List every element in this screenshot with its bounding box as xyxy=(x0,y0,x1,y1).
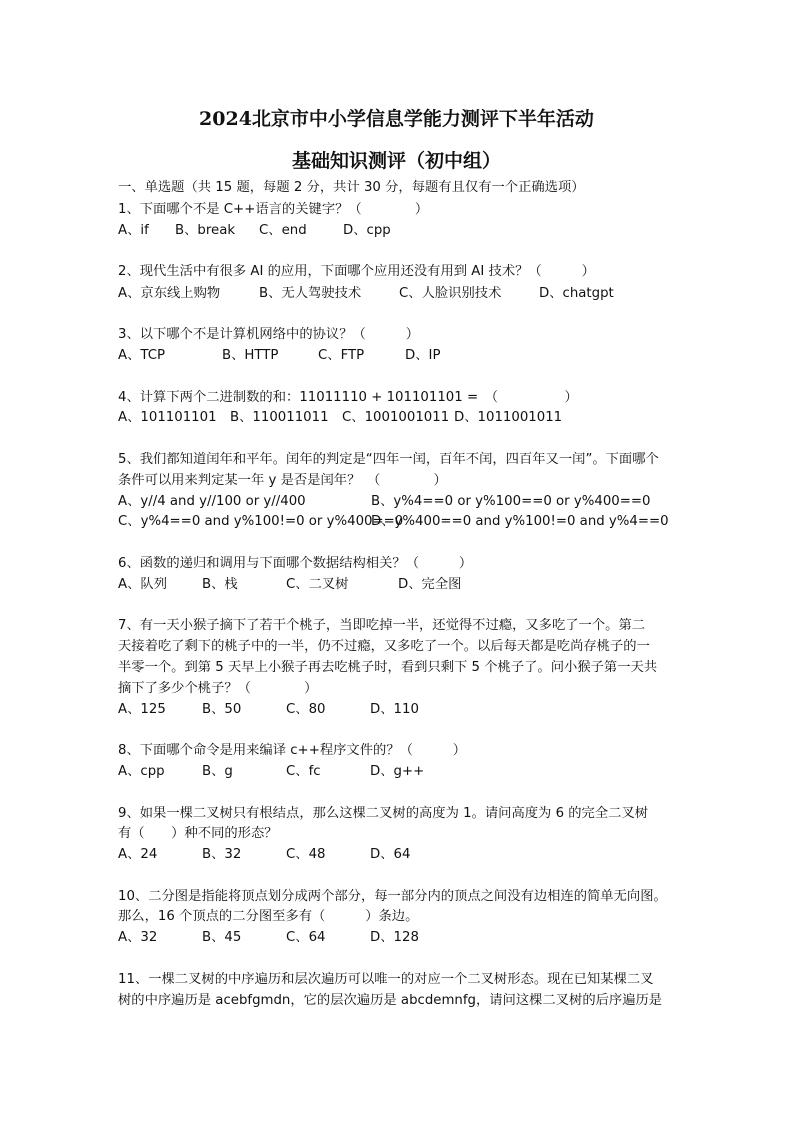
question-10-text-cont: 那么，16 个顶点的二分图至多有（ ）条边。 xyxy=(118,909,419,924)
option-c: C、1001001011 xyxy=(342,410,450,425)
option-b: B、栈 xyxy=(202,577,238,592)
option-a: A、32 xyxy=(118,930,158,945)
option-a: A、TCP xyxy=(118,348,166,363)
option-b: B、y%4==0 or y%100==0 or y%400==0 xyxy=(371,494,651,509)
option-b: B、45 xyxy=(202,930,242,945)
section-heading: 一、单选题（共 15 题，每题 2 分，共计 30 分，每题有且仅有一个正确选项） xyxy=(118,180,585,195)
option-a: A、y//4 and y//100 or y//400 xyxy=(118,494,306,509)
option-d: D、128 xyxy=(370,930,419,945)
option-c: C、64 xyxy=(286,930,326,945)
option-b: B、break xyxy=(175,223,236,238)
question-8-text: 8、下面哪个命令是用来编译 c++程序文件的？（ ） xyxy=(118,743,467,758)
question-5-text: 5、我们都知道闰年和平年。闰年的判定是“四年一闰，百年不闰，四百年又一闰”。下面哪个 xyxy=(118,452,659,467)
option-b: B、g xyxy=(202,764,233,779)
question-10-text: 10、二分图是指能将顶点划分成两个部分，每一部分内的顶点之间没有边相连的简单无向图。 xyxy=(118,889,667,904)
option-a: A、101101101 xyxy=(118,410,217,425)
question-11-text-cont: 树的中序遍历是 acebfgmdn，它的层次遍历是 abcdemnfg，请问这棵二叉树的后序遍历是 xyxy=(118,993,663,1008)
question-2-text: 2、现代生活中有很多 AI 的应用，下面哪个应用还没有用到 AI 技术？（ ） xyxy=(118,264,595,279)
option-b: B、50 xyxy=(202,702,242,717)
option-d: D、1011001011 xyxy=(454,410,563,425)
page-title: 2024北京市中小学信息学能力测评下半年活动 xyxy=(199,108,594,130)
question-1-text: 1、下面哪个不是 C++语言的关键字？（ ） xyxy=(118,202,429,217)
option-d: D、完全图 xyxy=(398,577,462,592)
question-4-text: 4、计算下两个二进制数的和：11011110 + 101101101 = （ ） xyxy=(118,390,578,405)
question-11-text: 11、一棵二叉树的中序遍历和层次遍历可以唯一的对应一个二叉树形态。现在已知某棵二叉 xyxy=(118,972,654,987)
option-c: C、48 xyxy=(286,847,326,862)
option-d: D、y%400==0 and y%100!=0 and y%4==0 xyxy=(371,514,669,529)
option-d: D、110 xyxy=(370,702,419,717)
option-c: C、y%4==0 and y%100!=0 or y%400==0 xyxy=(118,514,404,529)
question-6-text: 6、函数的递归和调用与下面哪个数据结构相关？（ ） xyxy=(118,556,473,571)
option-d: D、IP xyxy=(405,348,441,363)
option-a: A、125 xyxy=(118,702,166,717)
option-c: C、二叉树 xyxy=(286,577,349,592)
option-c: C、end xyxy=(259,223,307,238)
question-3-text: 3、以下哪个不是计算机网络中的协议？（ ） xyxy=(118,327,419,342)
option-d: D、chatgpt xyxy=(539,286,614,301)
option-a: A、队列 xyxy=(118,577,167,592)
question-5-text-cont: 条件可以用来判定某一年 y 是否是闰年？ （ ） xyxy=(118,473,447,488)
option-d: D、g++ xyxy=(370,764,425,779)
page-subtitle: 基础知识测评（初中组） xyxy=(291,150,501,172)
option-a: A、if xyxy=(118,223,149,238)
question-9-text-cont: 有（ ）种不同的形态？ xyxy=(118,826,278,841)
question-7-text: 7、有一天小猴子摘下了若干个桃子，当即吃掉一半，还觉得不过瘾，又多吃了一个。第二 xyxy=(118,618,646,633)
option-c: C、人脸识别技术 xyxy=(399,286,502,301)
option-c: C、FTP xyxy=(318,348,365,363)
option-d: D、cpp xyxy=(343,223,391,238)
option-a: A、cpp xyxy=(118,764,165,779)
option-b: B、HTTP xyxy=(222,348,279,363)
question-7-text-cont: 摘下了多少个桃子？（ ） xyxy=(118,681,318,696)
option-d: D、64 xyxy=(370,847,411,862)
question-9-text: 9、如果一棵二叉树只有根结点，那么这棵二叉树的高度为 1。请问高度为 6 的完全二叉树 xyxy=(118,806,649,821)
question-7-text-cont: 天接着吃了剩下的桃子中的一半，仍不过瘾，又多吃了一个。以后每天都是吃尚存桃子的一 xyxy=(118,639,650,654)
option-a: A、京东线上购物 xyxy=(118,286,221,301)
option-b: B、无人驾驶技术 xyxy=(259,286,362,301)
option-b: B、32 xyxy=(202,847,242,862)
question-7-text-cont: 半零一个。到第 5 天早上小猴子再去吃桃子时，看到只剩下 5 个桃子了。问小猴子第一天共 xyxy=(118,660,658,675)
option-a: A、24 xyxy=(118,847,158,862)
option-b: B、110011011 xyxy=(230,410,329,425)
option-c: C、80 xyxy=(286,702,326,717)
option-c: C、fc xyxy=(286,764,321,779)
